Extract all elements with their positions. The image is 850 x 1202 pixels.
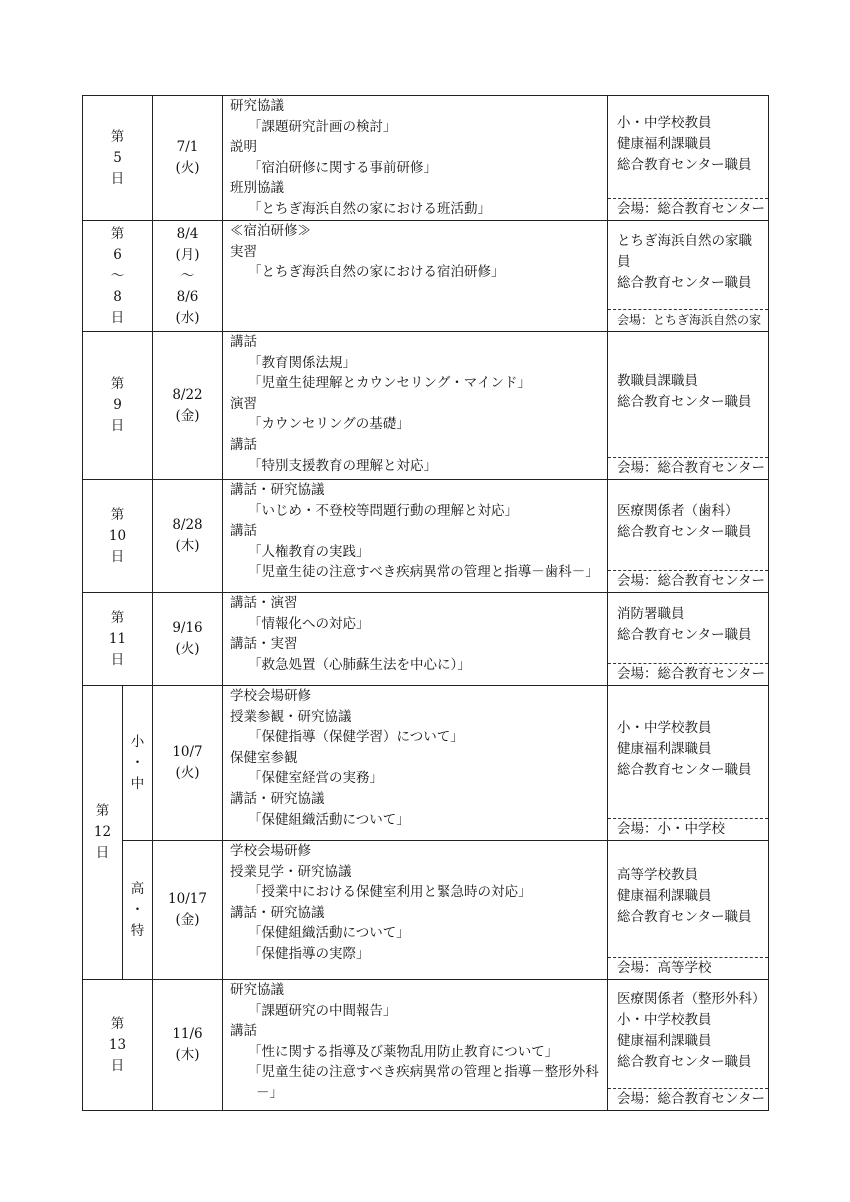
- staff-item: 健康福利課職員: [617, 135, 712, 152]
- day-label-line: 5: [113, 149, 122, 166]
- content-line: 「課題研究計画の検討」: [248, 118, 397, 135]
- content-line: 研究協議: [230, 982, 284, 998]
- date-line: (金): [175, 407, 200, 424]
- date-line: (水): [175, 309, 200, 326]
- date-line: 8/22: [172, 386, 203, 403]
- staff-list: [608, 686, 768, 818]
- staff-item: 医療関係者（歯科）: [617, 503, 739, 519]
- staff-item: 高等学校教員: [617, 866, 698, 883]
- day-label-line: ～: [110, 267, 125, 284]
- staff-cell: [608, 841, 769, 980]
- venue-label: 会場：総合教育センター: [608, 1088, 768, 1110]
- day-label-line: 日: [110, 651, 125, 668]
- date-cell: [153, 96, 223, 221]
- staff-cell: [608, 480, 769, 593]
- content-line: ≪宿泊研修≫: [230, 223, 311, 239]
- date-line: 7/1: [176, 139, 199, 155]
- content-line: 説明: [230, 139, 257, 156]
- staff-item: 総合教育センター職員: [617, 761, 752, 778]
- day-label-line: 日: [110, 1057, 125, 1074]
- date-line: (月): [175, 246, 200, 263]
- content-line: 「保健室経営の実務」: [248, 770, 383, 787]
- content-line: 実習: [230, 243, 257, 260]
- staff-cell: [608, 593, 769, 686]
- venue-label: 会場：小・中学校: [608, 818, 768, 840]
- day-label-line: 13: [108, 1036, 127, 1053]
- date-line: 10/7: [172, 744, 203, 760]
- day-label-line: 第: [95, 803, 110, 819]
- content-line: 「保健組織活動について」: [248, 811, 410, 828]
- content-line: 「とちぎ海浜自然の家における班活動」: [248, 200, 491, 217]
- staff-cell: [608, 332, 769, 480]
- content-cell: [223, 593, 608, 686]
- content-line: 演習: [230, 395, 257, 412]
- content-line: 保健室参観: [230, 749, 298, 766]
- date-cell: [153, 593, 223, 686]
- staff-item: 総合教育センター職員: [617, 908, 752, 925]
- schedule-row-day5: [83, 96, 769, 221]
- content-line: 講話・演習: [230, 595, 298, 611]
- schedule-row-day13: [83, 980, 769, 1111]
- staff-item: 小・中学校教員: [617, 719, 712, 736]
- schedule-row-day9: [83, 332, 769, 480]
- school-type-cell: [123, 686, 153, 841]
- content-line: 「保健指導の実際」: [248, 945, 370, 962]
- training-schedule-table: [82, 95, 769, 1111]
- schedule-row-day10: [83, 480, 769, 593]
- date-line: (木): [175, 538, 200, 554]
- staff-item: とちぎ海浜自然の家職員: [617, 232, 752, 270]
- day-label-line: 第: [110, 225, 125, 242]
- content-line: 班別協議: [230, 180, 284, 197]
- date-line: 10/17: [168, 891, 207, 907]
- staff-list: [608, 221, 768, 309]
- content-line: 講話: [230, 1023, 257, 1040]
- staff-item: 総合教育センター職員: [617, 627, 752, 643]
- content-line: 講話: [230, 334, 257, 350]
- day-label-cell: [83, 96, 153, 221]
- date-cell: [153, 480, 223, 593]
- day-label-line: 日: [95, 845, 110, 861]
- content-line: 「人権教育の実践」: [248, 543, 370, 560]
- date-line: 9/16: [172, 620, 203, 636]
- content-cell: [223, 96, 608, 221]
- schedule-row-day12-elementary: [83, 686, 769, 841]
- date-line: 11/6: [172, 1026, 203, 1042]
- date-cell: [153, 221, 223, 332]
- staff-list: [608, 96, 768, 198]
- day-label-line: 日: [110, 418, 125, 434]
- venue-label: 会場：総合教育センター: [608, 570, 768, 592]
- school-type-line: ・: [130, 754, 145, 771]
- day-label-line: 第: [110, 1015, 125, 1032]
- school-type-cell: [123, 841, 153, 980]
- date-cell: [153, 841, 223, 980]
- content-cell: [223, 221, 608, 332]
- content-line: 授業参観・研究協議: [230, 708, 352, 725]
- content-line: 「いじめ・不登校等問題行動の理解と対応」: [248, 502, 518, 519]
- staff-item: 健康福利課職員: [617, 887, 712, 904]
- day-label-cell: [83, 686, 123, 980]
- day-label-cell: [83, 480, 153, 593]
- schedule-row-day11: [83, 593, 769, 686]
- staff-cell: [608, 980, 769, 1111]
- content-line: 「教育関係法規」: [248, 354, 356, 371]
- staff-item: 総合教育センター職員: [617, 1054, 752, 1070]
- venue-label: 会場：総合教育センター: [608, 457, 768, 479]
- day-label-line: 8: [113, 288, 122, 305]
- day-label-line: 10: [108, 527, 127, 544]
- day-label-line: 12: [93, 824, 112, 840]
- date-line: ～: [180, 267, 195, 284]
- content-line: 「児童生徒理解とカウンセリング・マインド」: [248, 375, 531, 392]
- schedule-row-day12-highschool: [83, 841, 769, 980]
- date-line: (火): [175, 641, 200, 657]
- staff-item: 健康福利課職員: [617, 1033, 712, 1049]
- staff-list: [608, 841, 768, 957]
- content-line: 講話: [230, 436, 257, 453]
- staff-item: 消防署職員: [617, 606, 685, 622]
- day-label-cell: [83, 221, 153, 332]
- venue-label: 会場：高等学校: [608, 957, 768, 979]
- content-line: 「保健指導（保健学習）について」: [248, 729, 464, 746]
- school-type-line: ・: [130, 901, 145, 918]
- school-type-line: 小: [130, 733, 145, 750]
- venue-label: 会場：とちぎ海浜自然の家: [608, 309, 768, 331]
- day-label-line: 6: [113, 246, 122, 263]
- day-label-line: 第: [110, 128, 125, 145]
- content-line: 「宿泊研修に関する事前研修」: [248, 159, 437, 176]
- content-line: 学校会場研修: [230, 688, 311, 704]
- venue-label: 会場：総合教育センター: [608, 663, 768, 685]
- content-cell: [223, 332, 608, 480]
- content-cell: [223, 980, 608, 1111]
- content-line: 講話・研究協議: [230, 904, 325, 921]
- school-type-line: 中: [130, 775, 145, 792]
- content-line: 「児童生徒の注意すべき疾病異常の管理と指導－整形外科－」: [248, 1064, 599, 1101]
- day-label-cell: [83, 980, 153, 1111]
- staff-item: 小・中学校教員: [617, 114, 712, 131]
- date-cell: [153, 980, 223, 1111]
- content-line: 「特別支援教育の理解と対応」: [248, 457, 437, 474]
- staff-item: 健康福利課職員: [617, 740, 712, 757]
- content-line: 「とちぎ海浜自然の家における宿泊研修」: [248, 264, 505, 281]
- content-cell: [223, 841, 608, 980]
- staff-item: 総合教育センター職員: [617, 274, 752, 291]
- content-line: 「カウンセリングの基礎」: [248, 416, 410, 433]
- day-label-line: 9: [113, 397, 122, 413]
- content-line: 学校会場研修: [230, 843, 311, 859]
- date-cell: [153, 332, 223, 480]
- content-line: 「性に関する指導及び薬物乱用防止教育について」: [248, 1043, 559, 1060]
- content-line: 「救急処置（心肺蘇生法を中心に）」: [248, 656, 471, 673]
- date-line: (火): [175, 160, 200, 176]
- date-line: 8/6: [176, 288, 199, 305]
- day-label-line: 11: [108, 630, 127, 647]
- content-line: 「児童生徒の注意すべき疾病異常の管理と指導－歯科－」: [248, 564, 599, 581]
- content-line: 「情報化への対応」: [248, 615, 370, 632]
- content-line: 「授業中における保健室利用と緊急時の対応」: [248, 884, 532, 901]
- staff-item: 医療関係者（整形外科）: [617, 991, 766, 1007]
- day-label-line: 日: [110, 170, 125, 187]
- day-label-line: 第: [110, 609, 125, 626]
- day-label-line: 日: [110, 309, 125, 326]
- school-type-line: 高: [130, 880, 145, 897]
- day-label-line: 日: [110, 548, 125, 565]
- staff-cell: [608, 221, 769, 332]
- date-line: 8/4: [176, 225, 199, 242]
- staff-item: 総合教育センター職員: [617, 524, 752, 540]
- content-line: 講話・研究協議: [230, 790, 325, 807]
- content-line: 講話・研究協議: [230, 482, 325, 498]
- date-cell: [153, 686, 223, 841]
- content-cell: [223, 686, 608, 841]
- date-line: (木): [175, 1047, 200, 1063]
- content-line: 授業見学・研究協議: [230, 863, 352, 880]
- date-line: (金): [175, 912, 200, 928]
- content-line: 「保健組織活動について」: [248, 925, 410, 942]
- content-cell: [223, 480, 608, 593]
- school-type-line: 特: [130, 922, 145, 939]
- staff-cell: [608, 96, 769, 221]
- content-line: 講話: [230, 523, 257, 540]
- content-line: 「課題研究の中間報告」: [248, 1002, 397, 1019]
- schedule-row-day6-8: [83, 221, 769, 332]
- staff-item: 教職員課職員: [617, 372, 698, 389]
- staff-item: 総合教育センター職員: [617, 393, 752, 410]
- staff-list: [608, 980, 768, 1088]
- date-line: (火): [175, 765, 200, 781]
- venue-label: 会場：総合教育センター: [608, 198, 768, 220]
- staff-cell: [608, 686, 769, 841]
- day-label-line: 第: [110, 376, 125, 392]
- content-line: 研究協議: [230, 98, 284, 114]
- staff-list: [608, 593, 768, 663]
- content-line: 講話・実習: [230, 636, 298, 653]
- staff-item: 総合教育センター職員: [617, 156, 752, 173]
- day-label-line: 第: [110, 506, 125, 523]
- staff-list: [608, 332, 768, 457]
- date-line: 8/28: [172, 517, 203, 533]
- day-label-cell: [83, 332, 153, 480]
- staff-list: [608, 480, 768, 570]
- day-label-cell: [83, 593, 153, 686]
- staff-item: 小・中学校教員: [617, 1012, 712, 1028]
